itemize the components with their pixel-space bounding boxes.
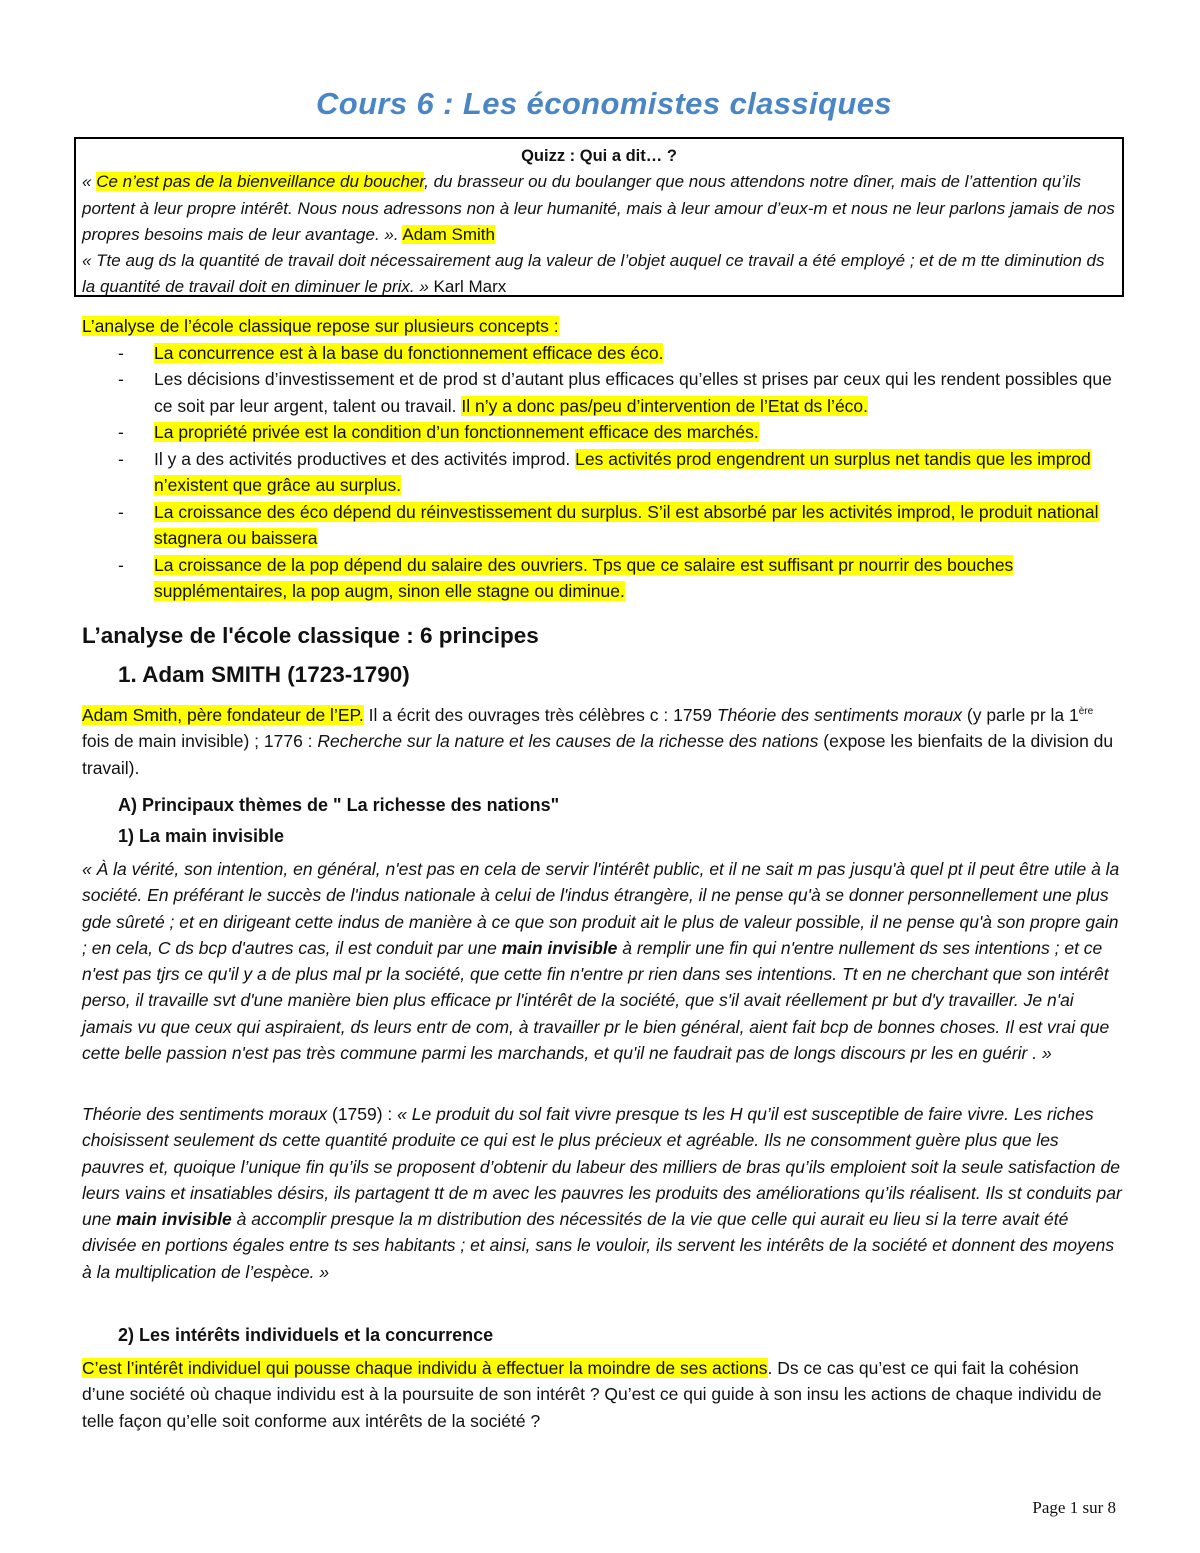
list-item	[82, 446, 1126, 499]
list-item-text: Il y a des activités productives et des activités improd.	[154, 448, 576, 469]
book-title: Théorie des sentiments moraux	[82, 1104, 328, 1124]
quote-text: « Le produit du sol fait vivre presque ts les H qu’il est susceptible de faire vivre. Les riches choisissent seulement ds cette quantité produite ce qui est le plus précieux et agréable. Ils ne consomment guère plus que les pauvres et, quoique l’unique fin qu’ils se proposent d’obtenir du labeur des milliers de bras qu’ils emploient soit la seule satisfaction de leurs vains et insatiables désirs, ils partagent tt de m avec les pauvres les produits des améliorations qu’ils réalisent. Ils st conduits par une	[82, 1104, 1122, 1230]
quote-bold: main invisible	[116, 1209, 232, 1230]
quote-author: Adam Smith	[402, 224, 495, 244]
page-number: Page 1 sur 8	[1032, 1498, 1116, 1517]
text: Il a écrit des ouvrages très célèbres c : 1759	[363, 705, 717, 725]
quote-author: Karl Marx	[428, 277, 507, 297]
quote-open: «	[82, 172, 97, 192]
quote-text: , du brasseur ou du boulanger que nous attendons notre dîner, mais de l’attention qu’ils portent à leur propre intérêt. Nous nous adressons non à leur humanité, mais à leur amour d’eux-m et nous ne leur parlons jamais de nos propres besoins mais de leur avantage. ».	[82, 172, 1115, 244]
text: . Ds ce cas qu’est ce qui fait la cohésion d’une société où chaque individu est à la poursuite de son intérêt ? Qu’est ce qui guide à son insu les actions de chaque individu de telle façon qu’elle soit conforme aux intérêts de la société ?	[82, 1358, 1102, 1431]
text: (1759) :	[327, 1104, 398, 1124]
smith-highlight: Adam Smith, père fondateur de l’EP.	[82, 705, 364, 725]
list-item	[82, 499, 1126, 552]
list-item-text: La propriété privée est la condition d’un fonctionnement efficace des marchés.	[154, 422, 759, 442]
bullet-dash: -	[118, 422, 124, 442]
interets-heading: 2) Les intérêts individuels et la concurrence	[118, 1325, 494, 1345]
text: fois de main invisible) ; 1776 :	[82, 731, 318, 752]
bullet-dash: -	[118, 342, 124, 363]
intro-section	[82, 313, 1126, 605]
book-title: Recherche sur la nature et les causes de la richesse des nations	[317, 731, 819, 752]
book-title: Théorie des sentiments moraux	[716, 705, 963, 725]
interets-paragraph	[82, 1355, 1122, 1434]
quizz-quote-1	[82, 169, 1116, 248]
themes-heading: A) Principaux thèmes de " La richesse des nations"	[118, 795, 560, 815]
list-item-text: La concurrence est à la base du fonctionnement efficace des éco.	[154, 342, 664, 363]
quote-text: à accomplir presque la m distribution des nécessités de la vie que celle qui aurait eu lieu si la terre avait été divisée en portions égales entre ts ses habitants ; et ainsi, sans le vouloir, ils servent les intérêts de la société et donnent des moyens à la multiplication de l’espèce. »	[82, 1209, 1115, 1282]
list-item	[82, 552, 1126, 605]
quote-bold: main invisible	[501, 937, 618, 958]
quizz-quote-2	[82, 248, 1116, 301]
list-item	[82, 340, 1126, 367]
quizz-box	[74, 137, 1124, 297]
quote-main-invisible	[82, 856, 1122, 1066]
superscript: ère	[1078, 706, 1094, 718]
quote-sentiments-moraux	[82, 1101, 1122, 1285]
list-item-highlight: Il n’y a donc pas/peu d’intervention de l’Etat ds l’éco.	[461, 395, 869, 416]
main-invisible-heading: 1) La main invisible	[118, 826, 285, 846]
list-item-text: La croissance des éco dépend du réinvestissement du surplus. S’il est absorbé par les activités improd, le produit national stagnera ou baissera	[154, 501, 1099, 548]
concepts-list	[82, 340, 1126, 605]
list-item-text: La croissance de la pop dépend du salaire des ouvriers. Tps que ce salaire est suffisant pr nourrir des bouches supplémentaires, la pop augm, sinon elle stagne ou diminue.	[154, 554, 1014, 601]
subsection-heading: 1. Adam SMITH (1723-1790)	[118, 662, 410, 687]
paragraph-highlight: C’est l’intérêt individuel qui pousse chaque individu à effectuer la moindre de ses actions	[82, 1358, 768, 1378]
bullet-dash: -	[118, 448, 124, 469]
list-item-text: Les décisions d’investissement et de prod st d’autant plus efficaces qu’elles st prises par ceux qui les rendent possibles que ce soit par leur argent, talent ou travail.	[154, 369, 1112, 416]
list-item	[82, 366, 1126, 419]
quote-text: « À la vérité, son intention, en général, n'est pas en cela de servir l'intérêt public, et il ne sait m pas jusqu'à quel pt il peut être utile à la société. En préférant le succès de l'indus nationale à celui de l'indus étrangère, il ne pense qu'à se donner personnellement une plus gde sûreté ; et en dirigeant cette indus de manière à ce que son produit ait le plus de valeur possible, il ne pense qu'à son propre gain ; en cela, C ds bcp d'autres cas, il est conduit par une	[82, 859, 1120, 958]
text: (y parle pr la 1	[962, 705, 1079, 725]
quote-text: « Tte aug ds la quantité de travail doit nécessairement aug la valeur de l’objet auquel ce travail a été employé ; et de m tte diminution ds la quantité de travail doit en diminuer le prix. »	[82, 251, 1105, 297]
page-title: Cours 6 : Les économistes classiques	[315, 86, 893, 121]
bullet-dash: -	[118, 554, 124, 575]
smith-intro-paragraph	[82, 702, 1122, 781]
section-heading: L’analyse de l'école classique : 6 principes	[82, 623, 539, 648]
quote-highlight: Ce n’est pas de la bienveillance du boucher	[96, 172, 425, 192]
quote-text: à remplir une fin qui n'entre nullement ds ses intentions ; et ce n'est pas tjrs ce qu'il y a de plus mal pr la société, que cette fin n'entre pr rien dans ses intentions. Tt en ne cherchant que son intérêt perso, il travaille svt d'une manière bien plus efficace pr l'intérêt de la société, que s'il avait réellement pr but d'y travailler. Je n'ai jamais vu que ceux qui aspiraient, ds leurs entr de com, à travailler pr le bien général, aient fait bcp de bonnes choses. Il est vrai que cette belle passion n'est pas très commune parmi les marchands, et qu'il ne faudrait pas de longs discours pr les en guérir . »	[82, 937, 1110, 1064]
quizz-heading: Quizz : Qui a dit… ?	[521, 147, 677, 165]
intro-lead: L’analyse de l’école classique repose sur plusieurs concepts :	[82, 316, 559, 336]
bullet-dash: -	[118, 369, 124, 389]
list-item	[82, 419, 1126, 446]
list-item-highlight: Les activités prod engendrent un surplus net tandis que les improd n’existent que grâce au surplus.	[154, 448, 1091, 495]
bullet-dash: -	[118, 501, 124, 522]
text: (expose les bienfaits de la division du travail).	[82, 731, 1114, 778]
